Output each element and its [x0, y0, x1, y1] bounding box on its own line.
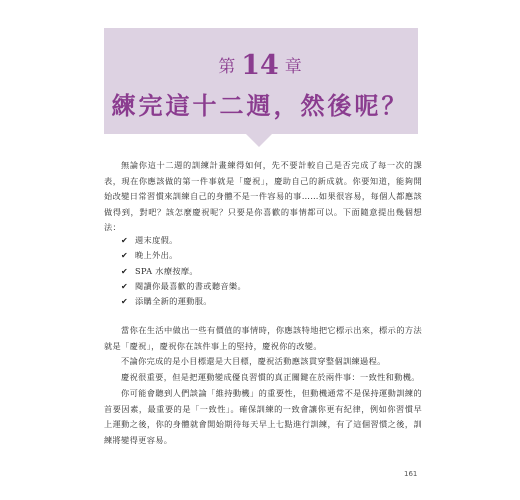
celebrate-paragraph [104, 323, 422, 354]
list-item-text: 閱讀你最喜歡的書或聽音樂。 [135, 280, 246, 291]
list-item-text: 晚上外出。 [135, 250, 178, 261]
chapter-prefix: 第 [218, 57, 236, 77]
list-item [121, 294, 246, 309]
body-line: 你可能會聽到人們談論「維持動機」的重要性，但動機通常不是保持運動訓練的 [121, 388, 422, 398]
intro-line: 到，對吧？該怎麼慶祝呢？只要是你喜歡的事情都可以。下面隨意提出幾個想法： [104, 206, 422, 232]
list-item [121, 248, 246, 263]
checkmark-icon: ✔ [121, 266, 129, 276]
consistency-paragraph [104, 386, 422, 448]
intro-line: 無論你這十二週的訓練計畫練得如何，先不要計較自己是否完成了每一次的課表， [104, 160, 422, 186]
checkmark-icon: ✔ [121, 251, 129, 261]
goals-paragraph: 不論你完成的是小目標還是大目標，慶祝活動應該貫穿整個訓練過程。 [121, 356, 386, 366]
list-item-text: 週末度假。 [135, 235, 178, 245]
list-item-text: 添購全新的運動服。 [135, 296, 212, 307]
chapter-title: 練完這十二週，然後呢？ [111, 92, 409, 120]
keys-paragraph: 慶祝很重要，但是把運動變成優良習慣的真正關鍵在於兩件事：一致性和動機。 [121, 372, 420, 382]
intro-line: 變日常習慣來訓練自己的身體不是一件容易的事……如果很容易，每個人都應該做得 [104, 191, 422, 217]
checkmark-icon: ✔ [121, 281, 129, 291]
body-line: 練將變得更容易。 [104, 434, 173, 445]
list-item-text: SPA 水療按摩。 [135, 265, 198, 276]
chapter-number-label [0, 50, 520, 81]
chapter-banner-pointer [246, 134, 272, 147]
body-line: 就是「慶祝」，慶祝你在該件事上的堅持，慶祝你的改變。 [104, 340, 322, 351]
chapter-suffix: 章 [284, 57, 302, 77]
list-item [121, 279, 246, 294]
checkmark-icon: ✔ [121, 297, 129, 307]
page-number: 161 [404, 470, 418, 478]
list-item [121, 233, 246, 248]
checkmark-icon: ✔ [121, 236, 129, 245]
celebration-ideas-list [121, 233, 246, 309]
chapter-number: 14 [241, 50, 279, 81]
body-line: 上運動之後，你的身體就會開始期待每天早上七點進行訓練，有了這個習慣之後，訓 [104, 419, 422, 429]
intro-line: 現在你應該做的第一件事就是「慶祝」，慶助自己的新成就。你要知道，能夠開始改 [104, 175, 422, 201]
body-line: 當你在生活中做出一些有價值的事情時，你應該特地把它標示出來，標示的方法 [121, 325, 422, 335]
body-line: 首要因素，最重要的是「一致性」。確保訓練的一致會讓你更有紀律，例如你習慣早 [104, 403, 422, 414]
list-item [121, 264, 246, 279]
intro-paragraph [104, 158, 422, 236]
